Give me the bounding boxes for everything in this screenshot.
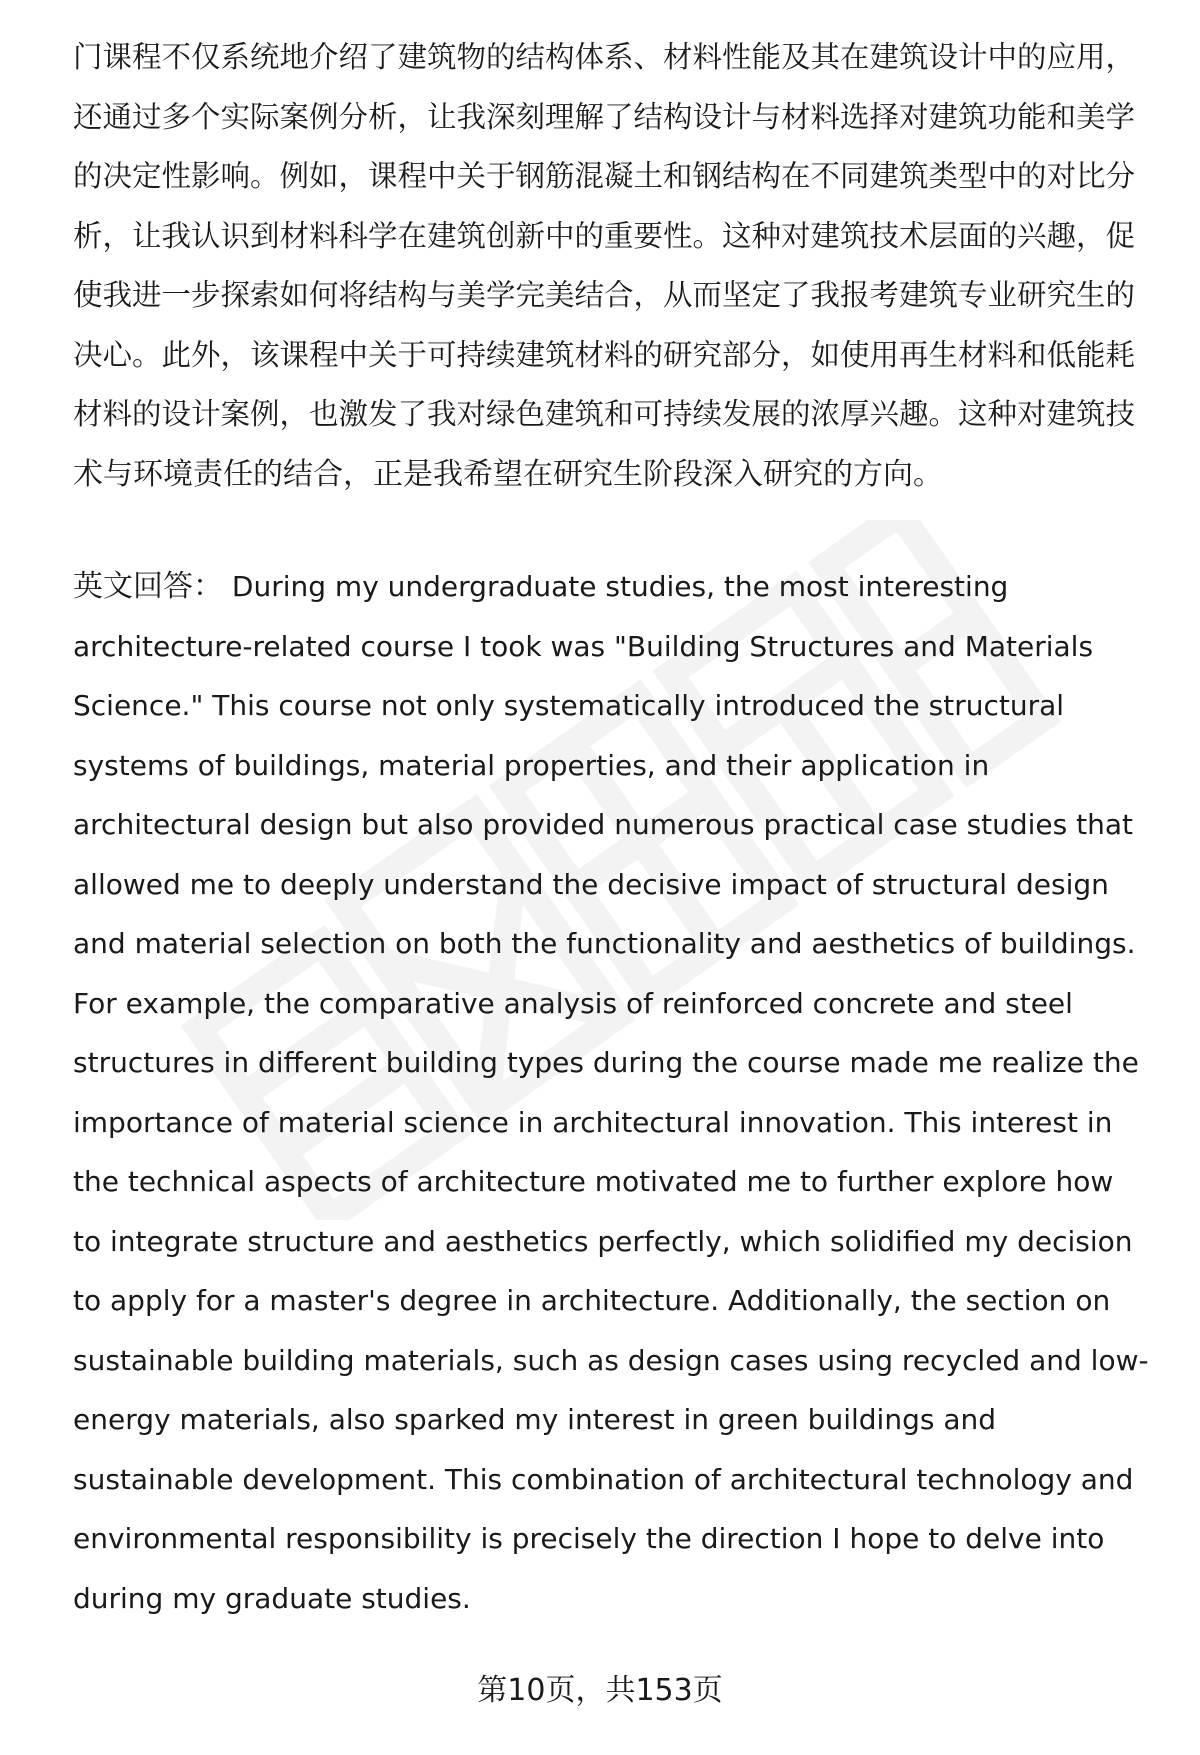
text-line: importance of material science in architectural innovation. This interest in bbox=[73, 1105, 1113, 1139]
text-line: 术与环境责任的结合，正是我希望在研究生阶段深入研究的方向。 bbox=[73, 456, 943, 492]
text-line: systems of buildings, material properties, and their application in bbox=[73, 748, 990, 782]
text-line: to integrate structure and aesthetics perfectly, which solidified my decision bbox=[73, 1224, 1133, 1258]
text-line: energy materials, also sparked my interest in green buildings and bbox=[73, 1403, 997, 1436]
text-line: 材料的设计案例，也激发了我对绿色建筑和可持续发展的浓厚兴趣。这种对建筑技 bbox=[73, 397, 1136, 431]
text-line: environmental responsibility is precisely the direction I hope to delve into bbox=[73, 1522, 1105, 1555]
english-answer-paragraph bbox=[73, 557, 1153, 1628]
text-line: sustainable building materials, such as design cases using recycled and low- bbox=[73, 1343, 1149, 1377]
text-line: allowed me to deeply understand the decisive impact of structural design bbox=[73, 867, 1109, 901]
text-line bbox=[73, 557, 1153, 617]
text-line-content: During my undergraduate studies, the most interesting bbox=[231, 570, 1009, 603]
text-line: during my graduate studies. bbox=[73, 1581, 471, 1615]
text-line: architectural design but also provided numerous practical case studies that bbox=[73, 808, 1134, 841]
text-line: 门课程不仅系统地介绍了建筑物的结构体系、材料性能及其在建筑设计中的应用， bbox=[73, 40, 1136, 74]
text-line: 使我进一步探索如何将结构与美学完美结合，从而坚定了我报考建筑专业研究生的 bbox=[73, 278, 1136, 312]
text-line: 析，让我认识到材料科学在建筑创新中的重要性。这种对建筑技术层面的兴趣，促 bbox=[73, 218, 1136, 253]
text-line: For example, the comparative analysis of reinforced concrete and steel bbox=[73, 986, 1073, 1020]
english-answer-label: 英文回答： bbox=[73, 569, 223, 604]
text-line: 还通过多个实际案例分析，让我深刻理解了结构设计与材料选择对建筑功能和美学 bbox=[73, 99, 1136, 134]
chinese-answer-paragraph bbox=[73, 28, 1143, 504]
page-number-footer: 第10页，共153页 bbox=[477, 1673, 723, 1708]
text-line: the technical aspects of architecture motivated me to further explore how bbox=[73, 1165, 1114, 1198]
text-line: to apply for a master's degree in architecture. Additionally, the section on bbox=[73, 1284, 1111, 1317]
text-line: 的决定性影响。例如，课程中关于钢筋混凝土和钢结构在不同建筑类型中的对比分 bbox=[73, 159, 1136, 193]
text-line: sustainable development. This combination of architectural technology and bbox=[73, 1462, 1134, 1496]
text-line: structures in different building types during the course made me realize the bbox=[73, 1046, 1139, 1079]
text-line: and material selection on both the functionality and aesthetics of buildings. bbox=[73, 927, 1136, 960]
text-line: 决心。此外，该课程中关于可持续建筑材料的研究部分，如使用再生材料和低能耗 bbox=[73, 337, 1136, 372]
text-line: Science." This course not only systematically introduced the structural bbox=[73, 689, 1065, 722]
text-line: architecture-related course I took was "Building Structures and Materials bbox=[73, 629, 1094, 663]
